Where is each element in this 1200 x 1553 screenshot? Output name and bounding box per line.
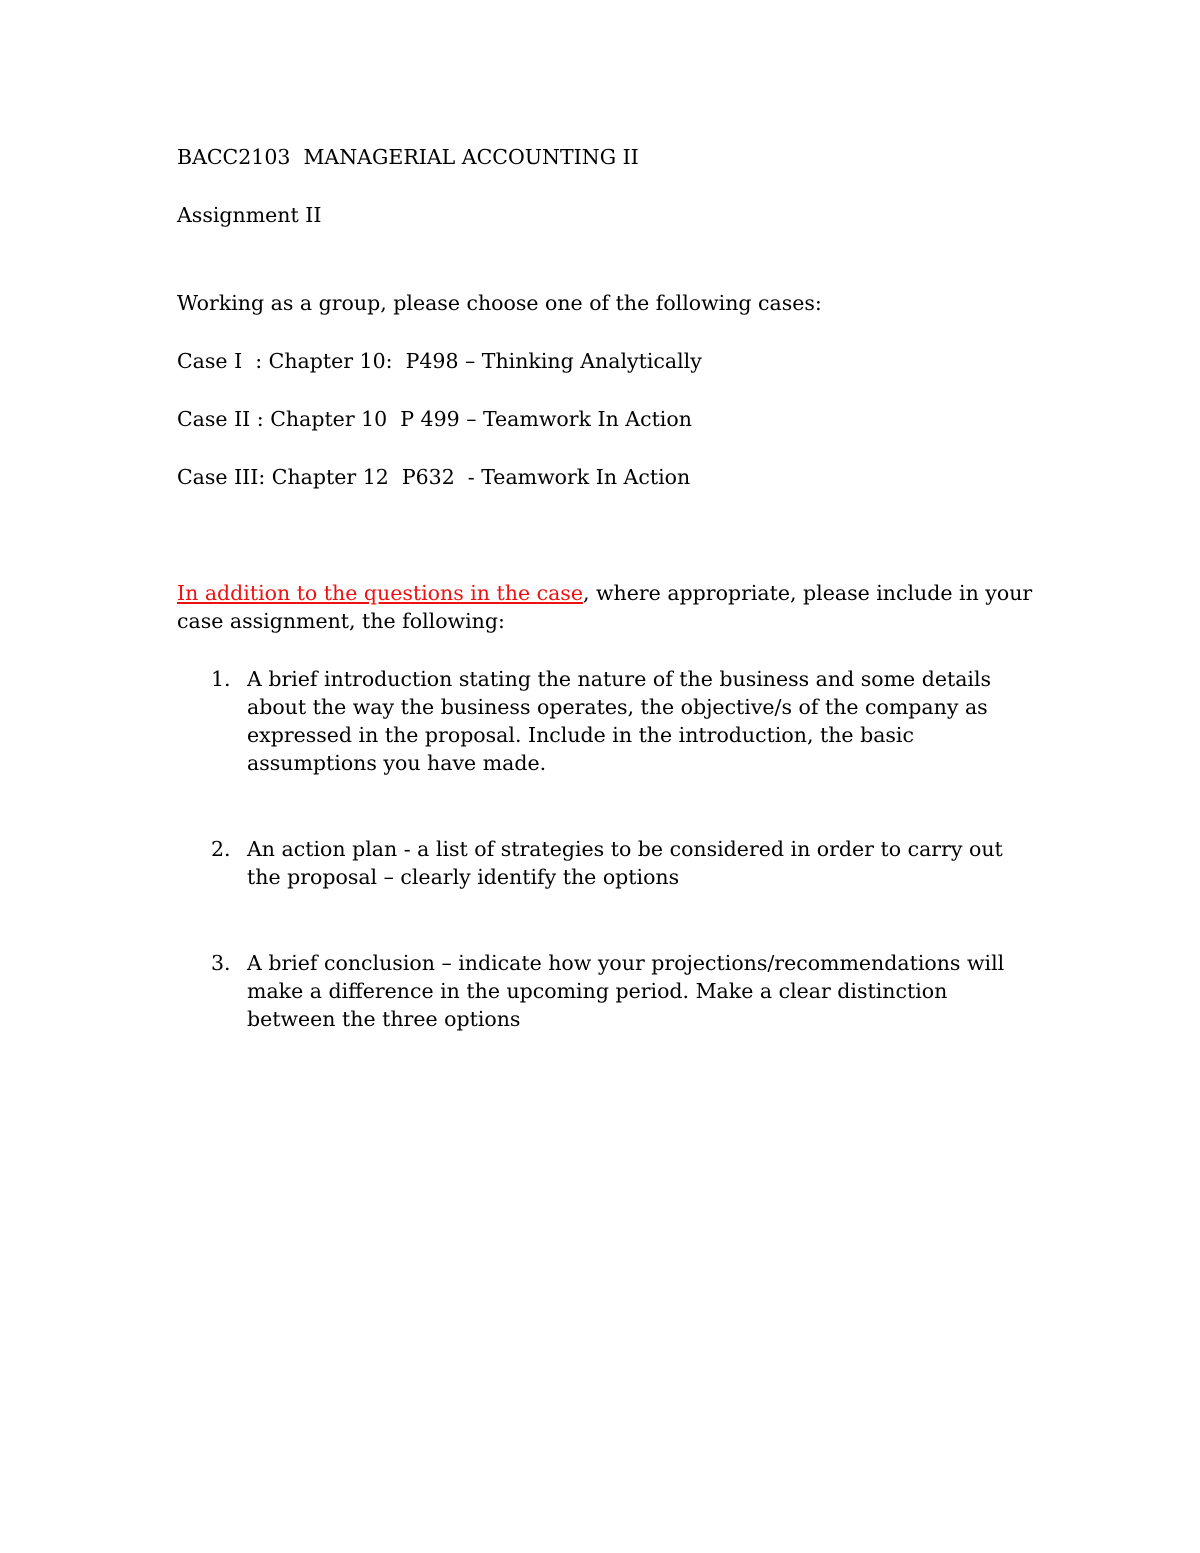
case-item: Case II : Chapter 10 P 499 – Teamwork In Action [177,407,692,431]
course-title: BACC2103 MANAGERIAL ACCOUNTING II [177,145,639,169]
requirement-number: 2. [211,837,231,861]
requirement-item [177,949,1037,1033]
instruction-text: Working as a group, please choose one of the following cases: [177,291,822,315]
requirements-intro [177,579,1037,635]
requirement-text: A brief introduction stating the nature of the business and some details about the way the business operates, the objective/s of the company as expressed in the proposal. Include in the introduction, the basic assumptions you have made. [247,667,992,775]
requirement-item [177,835,1037,891]
case-item: Case III: Chapter 12 P632 - Teamwork In Action [177,465,691,489]
requirement-number: 3. [211,951,231,975]
assignment-title: Assignment II [177,203,322,227]
requirement-text: A brief conclusion – indicate how your projections/recommendations will make a difference in the upcoming period. Make a clear distinction between the three options [247,951,1005,1031]
requirement-item [177,665,1037,777]
highlighted-intro-text: In addition to the questions in the case [177,581,583,605]
requirement-number: 1. [211,667,231,691]
requirements-list [177,665,1037,1033]
document-body [177,143,1037,1091]
case-item: Case I : Chapter 10: P498 – Thinking Analytically [177,349,702,373]
intro-remaining-text: , where appropriate, please include in your case assignment, the following: [177,581,1033,633]
requirement-text: An action plan - a list of strategies to be considered in order to carry out the proposal – clearly identify the options [247,837,1003,889]
